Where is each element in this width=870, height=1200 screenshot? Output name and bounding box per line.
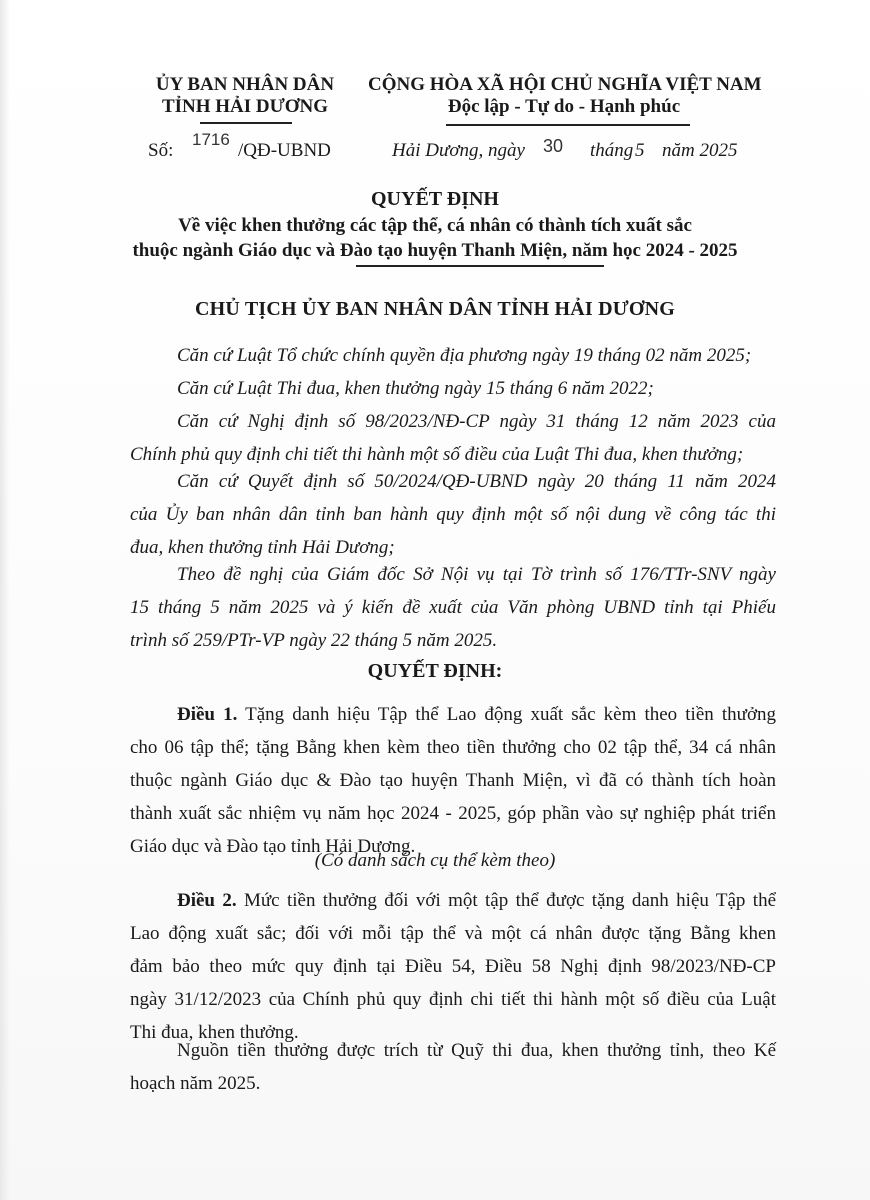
article-1-label: Điều 1.	[177, 704, 238, 725]
page-edge-shadow	[0, 0, 10, 1200]
article-1-line: thành xuất sắc nhiệm vụ năm học 2024 - 2025, góp phần vào sự nghiệp phát triển	[130, 803, 776, 824]
article-2-line: ngày 31/12/2023 của Chính phủ quy định chi tiết thi hành một số điều của Luật	[130, 989, 776, 1010]
date-day: 30	[543, 136, 564, 156]
legal-basis-4	[130, 465, 776, 564]
article-2	[130, 884, 776, 1049]
article-2-label: Điều 2.	[177, 890, 237, 911]
issuing-authority: CHỦ TỊCH ỦY BAN NHÂN DÂN TỈNH HẢI DƯƠNG	[194, 298, 676, 320]
date-month: 5	[635, 140, 645, 161]
legal-basis-2	[130, 372, 776, 405]
article-2-first-line	[130, 884, 776, 917]
basis-line: đua, khen thưởng tỉnh Hải Dương;	[130, 537, 395, 558]
article-1-line: Giáo dục và Đào tạo tỉnh Hải Dương.	[130, 836, 416, 857]
legal-basis-1	[130, 339, 776, 372]
article-2-text: Mức tiền thưởng đối với một tập thể được tặng danh hiệu Tập thể	[243, 890, 776, 911]
agency-line-1: ỦY BAN NHÂN DÂN	[155, 74, 335, 95]
doc-number: 1716	[192, 130, 230, 149]
agency-line-2: TỈNH HẢI DƯƠNG	[161, 96, 329, 117]
document-title: QUYẾT ĐỊNH	[371, 188, 499, 210]
issuing-agency	[130, 74, 360, 118]
legal-basis-3	[130, 405, 776, 471]
subject-line-2: thuộc ngành Giáo dục và Đào tạo huyện Thanh Miện, năm học 2024 - 2025	[132, 240, 738, 261]
national-motto	[368, 74, 760, 118]
attached-list-note: (Có danh sách cụ thể kèm theo)	[314, 850, 556, 871]
basis-line: 15 tháng 5 năm 2025 và ý kiến đề xuất của Văn phòng UBND tỉnh tại Phiếu	[130, 597, 776, 618]
article-1	[130, 698, 776, 863]
doc-number-label: Số:	[148, 140, 174, 161]
article-2-line: Lao động xuất sắc; đối với mỗi tập thể và một cá nhân được tặng Bằng khen	[130, 923, 776, 944]
date-month-word: tháng	[590, 140, 634, 161]
article-1-text: Tặng danh hiệu Tập thể Lao động xuất sắc kèm theo tiền thưởng	[245, 704, 776, 725]
article-2-line: đảm bảo theo mức quy định tại Điều 54, Điều 58 Nghị định 98/2023/NĐ-CP	[130, 956, 776, 977]
subject-line-1: Về việc khen thưởng các tập thể, cá nhân có thành tích xuất sắc	[178, 215, 692, 236]
basis-line: của Ủy ban nhân dân tỉnh ban hành quy định một số nội dung về công tác thi	[130, 504, 776, 525]
basis-line: Căn cứ Luật Tổ chức chính quyền địa phương ngày 19 tháng 02 năm 2025;	[177, 345, 752, 366]
decision-heading: QUYẾT ĐỊNH:	[367, 660, 503, 682]
basis-line: trình số 259/PTr-VP ngày 22 tháng 5 năm 2025.	[130, 630, 498, 651]
nation-line-1: CỘNG HÒA XÃ HỘI CHỦ NGHĨA VIỆT NAM	[368, 74, 762, 95]
funding-line: hoạch năm 2025.	[130, 1073, 261, 1094]
article-1-line: thuộc ngành Giáo dục & Đào tạo huyện Thanh Miện, vì đã có thành tích hoàn	[130, 770, 776, 791]
doc-number-suffix: /QĐ-UBND	[238, 140, 331, 161]
funding-source	[130, 1034, 776, 1100]
article-1-line: cho 06 tập thể; tặng Bằng khen kèm theo tiền thưởng cho 02 tập thể, 34 cá nhân	[130, 737, 776, 758]
basis-line: Chính phủ quy định chi tiết thi hành một số điều của Luật Thi đua, khen thưởng;	[130, 444, 744, 465]
basis-line: Theo đề nghị của Giám đốc Sở Nội vụ tại Tờ trình số 176/TTr-SNV ngày	[177, 564, 776, 585]
date-year: năm 2025	[662, 140, 738, 161]
subject-underline	[356, 265, 604, 267]
article-2-line: Thi đua, khen thưởng.	[130, 1022, 299, 1043]
proposal-basis	[130, 558, 776, 657]
motto-underline	[446, 124, 690, 126]
article-1-first-line	[130, 698, 776, 731]
basis-line: Căn cứ Nghị định số 98/2023/NĐ-CP ngày 31 tháng 12 năm 2023 của	[177, 411, 776, 432]
basis-line: Căn cứ Luật Thi đua, khen thưởng ngày 15 tháng 6 năm 2022;	[177, 378, 654, 399]
nation-line-2: Độc lập - Tự do - Hạnh phúc	[447, 96, 681, 117]
basis-line: Căn cứ Quyết định số 50/2024/QĐ-UBND ngày 20 tháng 11 năm 2024	[177, 471, 776, 492]
agency-underline	[200, 122, 292, 124]
funding-line: Nguồn tiền thưởng được trích từ Quỹ thi đua, khen thưởng tỉnh, theo Kế	[177, 1040, 776, 1061]
date-prefix: Hải Dương, ngày	[392, 140, 525, 161]
